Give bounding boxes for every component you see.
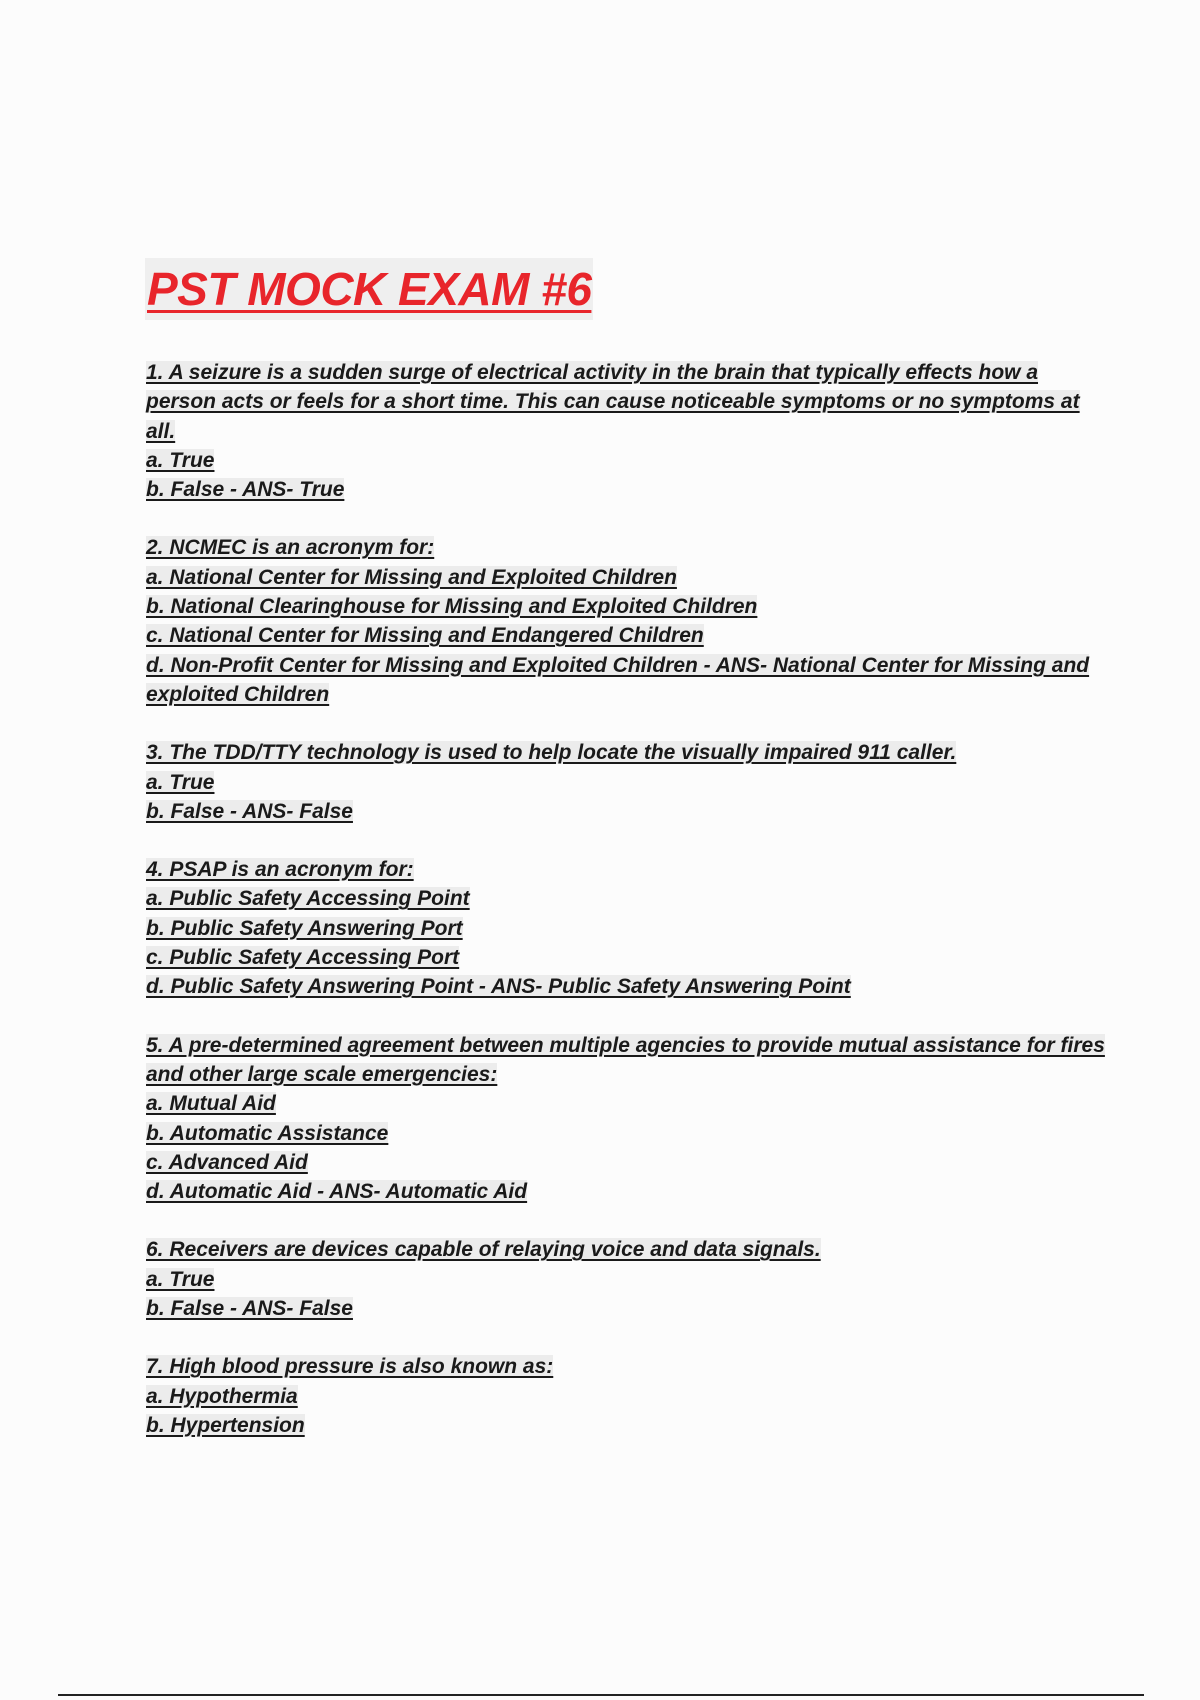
answer-option-text: a. National Center for Missing and Exploited Children [146,565,677,589]
question-prompt [146,738,1106,767]
answer-option [146,1177,1106,1206]
answer-option [146,1294,1106,1323]
answer-option [146,943,1106,972]
question-7 [146,1352,1106,1440]
footer-divider [58,1694,1144,1696]
answer-option [146,1411,1106,1440]
question-prompt-text: 3. The TDD/TTY technology is used to help locate the visually impaired 911 caller. [146,741,957,765]
answer-option [146,1119,1106,1148]
answer-option-text: c. National Center for Missing and Endangered Children [146,624,704,648]
answer-option [146,768,1106,797]
question-prompt [146,358,1106,446]
answer-option-text: d. Automatic Aid - ANS- Automatic Aid [146,1180,528,1204]
answer-option-text: a. Hypothermia [146,1384,298,1408]
answer-option-text: d. Non-Profit Center for Missing and Exploited Children - ANS- National Center for Missing and exploited Children [146,653,1090,706]
question-prompt-text: 6. Receivers are devices capable of relaying voice and data signals. [146,1238,821,1262]
answer-option-text: b. False - ANS- True [146,478,345,502]
question-6 [146,1235,1106,1323]
answer-option [146,1089,1106,1118]
document-title: PST MOCK EXAM #6 [145,258,593,320]
answer-option-text: a. True [146,1267,215,1291]
answer-option-text: b. False - ANS- False [146,1297,353,1321]
answer-option-text: a. Mutual Aid [146,1092,276,1116]
answer-option [146,446,1106,475]
answer-option [146,914,1106,943]
answer-option [146,972,1106,1001]
answer-option-text: b. Public Safety Answering Port [146,916,463,940]
answer-option [146,797,1106,826]
question-prompt [146,1352,1106,1381]
answer-option [146,563,1106,592]
question-5 [146,1031,1106,1207]
answer-option-text: a. Public Safety Accessing Point [146,887,470,911]
answer-option-text: b. False - ANS- False [146,799,353,823]
question-prompt [146,1235,1106,1264]
answer-option [146,884,1106,913]
answer-option-text: b. National Clearinghouse for Missing and Exploited Children [146,595,758,619]
answer-option [146,475,1106,504]
answer-option [146,651,1106,710]
answer-option-text: c. Public Safety Accessing Port [146,946,460,970]
question-4 [146,855,1106,1001]
question-prompt-text: 1. A seizure is a sudden surge of electrical activity in the brain that typically effects how a person acts or feels for a short time. This can cause noticeable symptoms or no symptoms at all. [146,361,1080,443]
question-list [146,358,1106,1469]
question-prompt [146,1031,1106,1090]
question-2 [146,533,1106,709]
question-prompt [146,533,1106,562]
answer-option-text: d. Public Safety Answering Point - ANS- Public Safety Answering Point [146,975,851,999]
answer-option-text: a. True [146,448,215,472]
question-prompt-text: 5. A pre-determined agreement between multiple agencies to provide mutual assistance for fires and other large scale emergencies: [146,1033,1105,1086]
question-prompt-text: 2. NCMEC is an acronym for: [146,536,435,560]
answer-option-text: c. Advanced Aid [146,1150,308,1174]
answer-option [146,1148,1106,1177]
answer-option-text: b. Hypertension [146,1413,305,1437]
question-prompt-text: 7. High blood pressure is also known as: [146,1355,554,1379]
answer-option-text: b. Automatic Assistance [146,1121,389,1145]
question-1 [146,358,1106,504]
answer-option [146,1265,1106,1294]
answer-option [146,1382,1106,1411]
answer-option-text: a. True [146,770,215,794]
answer-option [146,621,1106,650]
question-3 [146,738,1106,826]
question-prompt-text: 4. PSAP is an acronym for: [146,858,414,882]
answer-option [146,592,1106,621]
question-prompt [146,855,1106,884]
